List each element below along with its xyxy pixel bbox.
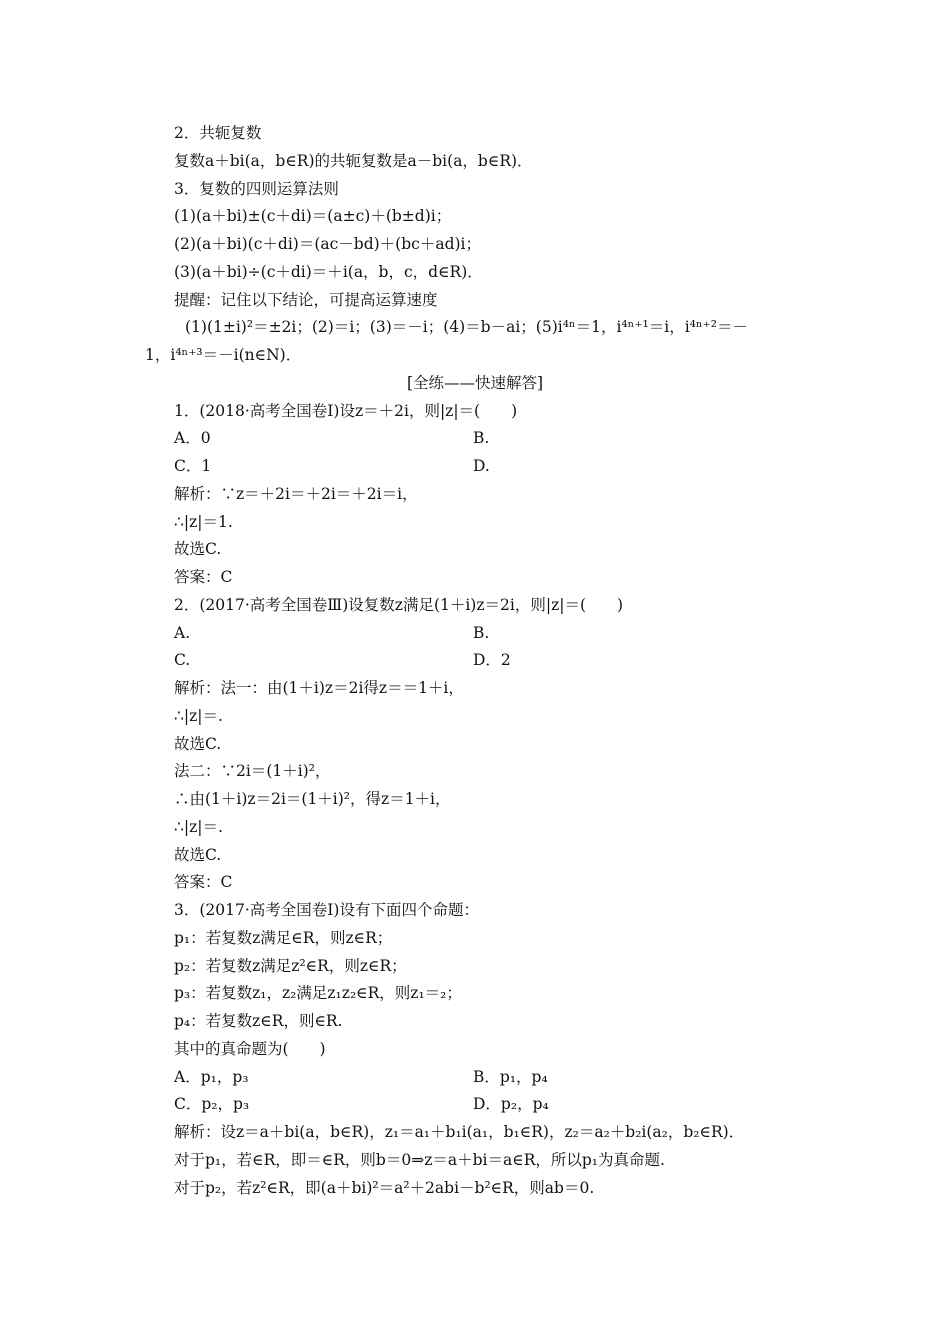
option-d: D．p₂，p₄ <box>473 1095 549 1113</box>
section-heading-operations: 3．复数的四则运算法则 <box>174 180 339 198</box>
section-heading-conjugate: 2．共轭复数 <box>174 124 262 142</box>
formula-line: (3)(a＋bi)÷(c＋di)＝＋i(a，b，c，d∈R)． <box>174 263 483 281</box>
question-3: 3．(2017·高考全国卷Ⅰ)设有下面四个命题： <box>174 901 479 919</box>
solution-line: 解析：设z＝a＋bi(a，b∈R)，z₁＝a₁＋b₁i(a₁，b₁∈R)，z₂＝a₂＋b₂i(a₂，b₂∈R)． <box>174 1123 745 1141</box>
option-b: B．p₁，p₄ <box>473 1068 548 1086</box>
text-line: 复数a＋bi(a，b∈R)的共轭复数是a－bi(a，b∈R)． <box>174 152 533 170</box>
option-a: A. <box>174 624 191 642</box>
formula-line-continued: 1，i⁴ⁿ⁺³＝－i(n∈N)． <box>145 346 302 364</box>
solution-line: 解析：法一：由(1＋i)z＝2i得z＝＝1＋i， <box>174 679 464 697</box>
formula-line: (2)(a＋bi)(c＋di)＝(ac－bd)＋(bc＋ad)i； <box>174 235 482 253</box>
solution-line: ∴|z|＝. <box>174 707 223 725</box>
question-2: 2．(2017·高考全国卷Ⅲ)设复数z满足(1＋i)z＝2i，则|z|＝( ) <box>174 596 624 614</box>
exercise-section-title: [全练——快速解答] <box>406 374 544 392</box>
proposition-p1: p₁：若复数z满足∈R，则z∈R； <box>174 929 393 947</box>
solution-line: ∴由(1＋i)z＝2i＝(1＋i)²，得z＝1＋i， <box>174 790 451 808</box>
solution-line: 故选C. <box>174 735 222 753</box>
solution-line: 对于p₁，若∈R，即＝∈R，则b＝0⇒z＝a＋bi＝a∈R，所以p₁为真命题. <box>174 1151 665 1169</box>
solution-line: 故选C. <box>174 540 222 558</box>
solution-line: ∴|z|＝1. <box>174 513 233 531</box>
question-stem: 其中的真命题为( ) <box>174 1040 326 1058</box>
solution-line: 法二：∵2i＝(1＋i)²， <box>174 762 331 780</box>
solution-line: 解析：∵z＝＋2i＝＋2i＝＋2i＝i， <box>174 485 418 503</box>
option-c: C．p₂，p₃ <box>174 1095 250 1113</box>
option-a: A．p₁，p₃ <box>174 1068 249 1086</box>
answer-line: 答案：C <box>174 568 233 586</box>
reminder-line: 提醒：记住以下结论，可提高运算速度 <box>174 291 438 309</box>
solution-line: 故选C. <box>174 846 222 864</box>
answer-line: 答案：C <box>174 873 233 891</box>
proposition-p3: p₃：若复数z₁，z₂满足z₁z₂∈R，则z₁＝₂； <box>174 984 462 1002</box>
formula-line: (1)(1±i)²＝±2i；(2)＝i；(3)＝－i；(4)＝b－ai；(5)i⁴ⁿ＝1，i⁴ⁿ⁺¹＝i，i⁴ⁿ⁺²＝－ <box>185 318 748 336</box>
option-a: A．0 <box>174 429 211 447</box>
question-1: 1．(2018·高考全国卷Ⅰ)设z＝＋2i，则|z|＝( ) <box>174 402 518 420</box>
option-c: C. <box>174 651 191 669</box>
proposition-p2: p₂：若复数z满足z²∈R，则z∈R； <box>174 957 407 975</box>
option-d: D. <box>473 457 490 475</box>
formula-line: (1)(a＋bi)±(c＋di)＝(a±c)＋(b±d)i； <box>174 207 452 225</box>
option-b: B. <box>473 429 490 447</box>
proposition-p4: p₄：若复数z∈R，则∈R. <box>174 1012 343 1030</box>
option-c: C．1 <box>174 457 212 475</box>
solution-line: ∴|z|＝. <box>174 818 223 836</box>
option-d: D．2 <box>473 651 511 669</box>
solution-line: 对于p₂，若z²∈R，即(a＋bi)²＝a²＋2abi－b²∈R，则ab＝0. <box>174 1179 595 1197</box>
option-b: B. <box>473 624 490 642</box>
